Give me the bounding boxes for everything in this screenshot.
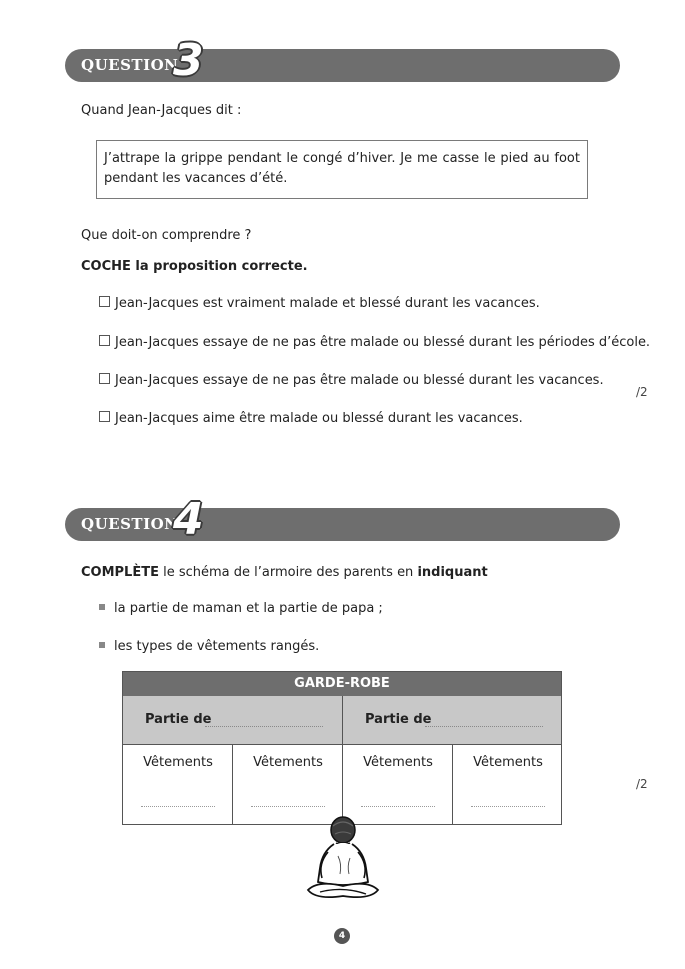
part-label-left: Partie de <box>145 712 212 727</box>
option-3-label: Jean-Jacques essaye de ne pas être malade ou blessé durant les vacances. <box>115 373 604 388</box>
option-3[interactable] <box>99 372 604 390</box>
page-number-badge: 4 <box>334 928 350 944</box>
clothes-label-4: Vêtements <box>473 755 543 770</box>
bullet-item-1 <box>99 600 383 618</box>
bullet-item-2 <box>99 638 319 656</box>
bullet-square-icon <box>99 604 105 610</box>
part-label-right: Partie de <box>365 712 432 727</box>
option-2[interactable] <box>99 334 650 352</box>
clothes-label-2: Vêtements <box>253 755 323 770</box>
clothes-cell-4[interactable] <box>453 745 563 825</box>
clothes-cell-1[interactable] <box>123 745 233 825</box>
instruction-bold-indiquant: indiquant <box>417 565 488 580</box>
instruction-middle: le schéma de l’armoire des parents en <box>158 565 418 580</box>
question-3-instruction: COCHE la proposition correcte. <box>81 259 308 274</box>
quote-text: J’attrape la grippe pendant le congé d’hiver. Je me casse le pied au foot pendant les vacances d’été. <box>104 151 580 186</box>
part-right-dotted-line <box>425 726 543 727</box>
bullet-item-1-text: la partie de maman et la partie de papa ; <box>114 601 383 616</box>
checkbox-1[interactable] <box>99 296 110 307</box>
wardrobe-table <box>122 671 562 825</box>
instruction-bold-complete: COMPLÈTE <box>81 565 159 580</box>
bullet-item-2-text: les types de vêtements rangés. <box>114 639 320 654</box>
option-4-label: Jean-Jacques aime être malade ou blessé durant les vacances. <box>115 411 523 426</box>
quote-box <box>96 140 588 199</box>
clothes-dotted-line-1 <box>141 806 215 807</box>
sitting-boy-illustration <box>298 812 388 904</box>
question-3-banner <box>65 35 620 86</box>
question-3-intro: Quand Jean-Jacques dit : <box>81 103 242 118</box>
question-label: QUESTION <box>81 515 179 533</box>
question-4-score: /2 <box>636 777 648 791</box>
option-2-label: Jean-Jacques essaye de ne pas être malade ou blessé durant les périodes d’école. <box>115 335 651 350</box>
question-4-instruction <box>81 564 488 582</box>
clothes-label-3: Vêtements <box>363 755 433 770</box>
question-3-score: /2 <box>636 385 648 399</box>
question-number: 4 <box>173 494 204 545</box>
clothes-dotted-line-4 <box>471 806 545 807</box>
clothes-dotted-line-3 <box>361 806 435 807</box>
question-4-banner <box>65 494 620 545</box>
checkbox-3[interactable] <box>99 373 110 384</box>
option-4[interactable] <box>99 410 523 428</box>
question-label: QUESTION <box>81 56 179 74</box>
checkbox-4[interactable] <box>99 411 110 422</box>
question-number: 3 <box>173 35 204 86</box>
question-3-prompt: Que doit-on comprendre ? <box>81 228 252 243</box>
wardrobe-header: GARDE-ROBE <box>123 672 561 696</box>
part-left-dotted-line <box>205 726 323 727</box>
option-1-label: Jean-Jacques est vraiment malade et blessé durant les vacances. <box>115 296 540 311</box>
option-1[interactable] <box>99 295 540 313</box>
checkbox-2[interactable] <box>99 335 110 346</box>
clothes-label-1: Vêtements <box>143 755 213 770</box>
wardrobe-part-right[interactable] <box>343 696 561 745</box>
wardrobe-part-left[interactable] <box>123 696 343 745</box>
bullet-square-icon <box>99 642 105 648</box>
clothes-dotted-line-2 <box>251 806 325 807</box>
